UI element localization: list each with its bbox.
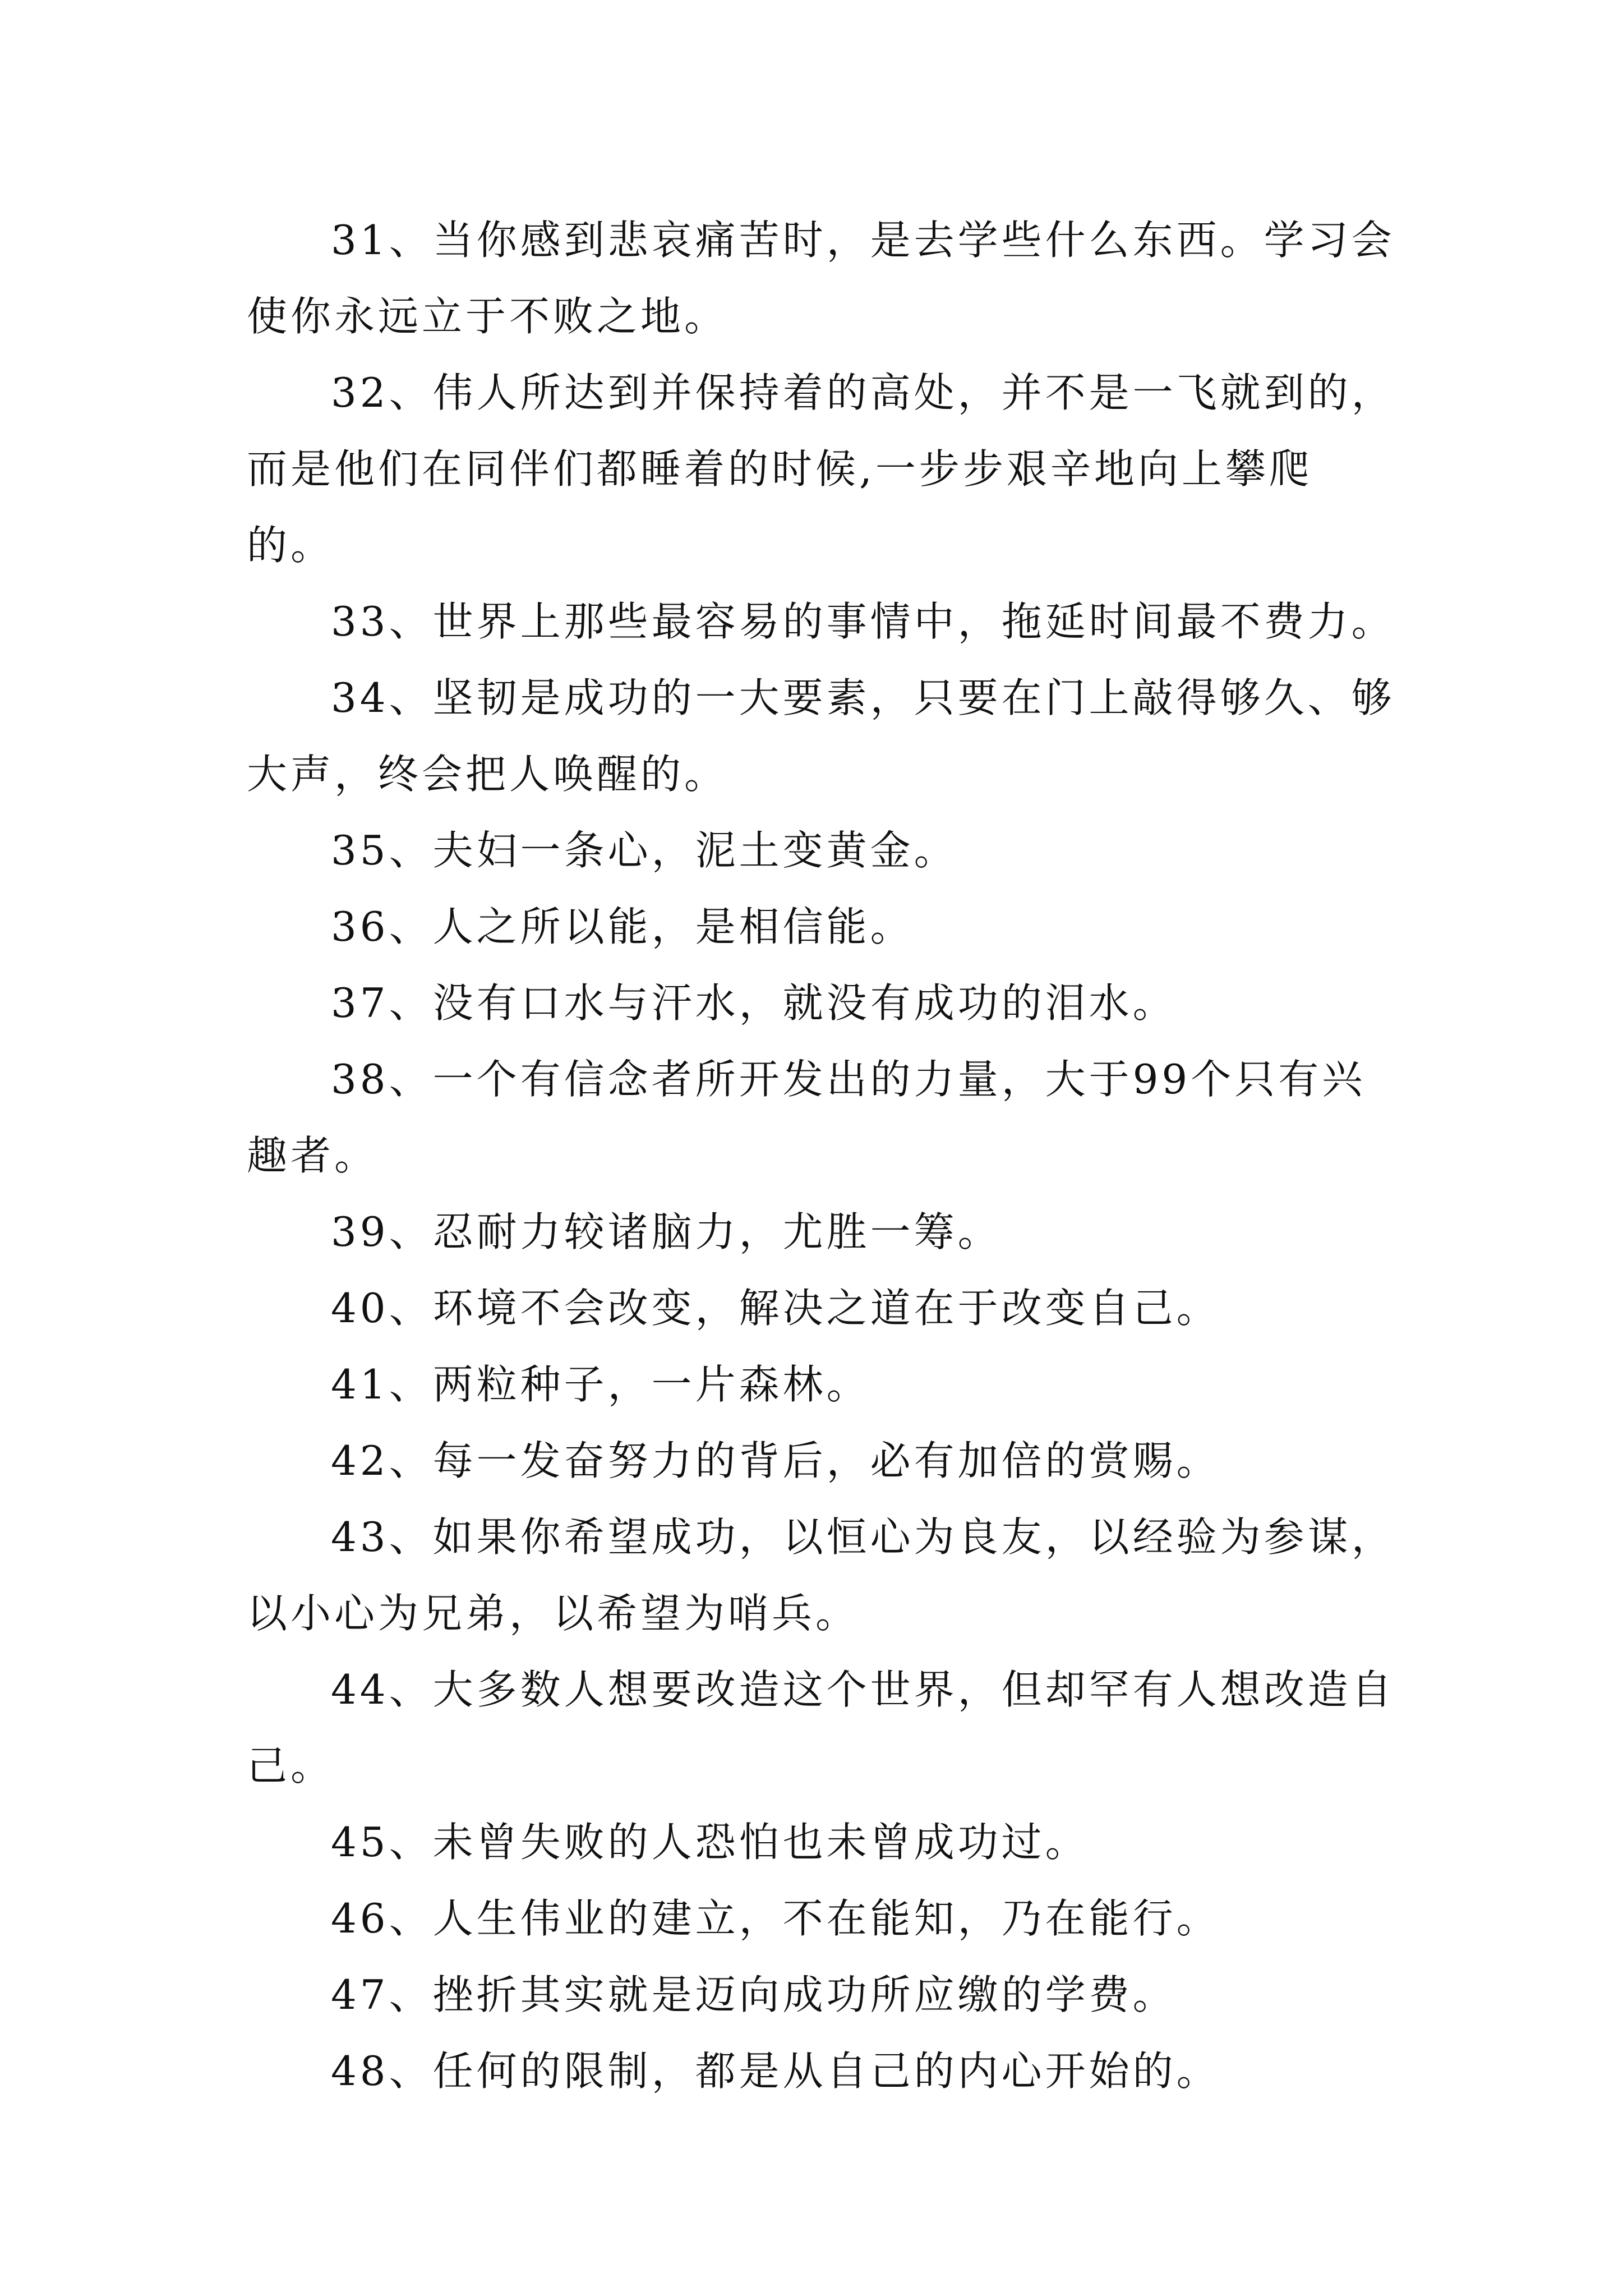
- quote-paragraph: 41、两粒种子，一片森林。: [331, 1361, 870, 1408]
- quote-paragraph: 35、夫妇一条心，泥土变黄金。: [331, 827, 958, 874]
- quote-paragraph: 33、世界上那些最容易的事情中，拖延时间最不费力。: [331, 598, 1395, 645]
- quote-paragraph: 32、伟人所达到并保持着的高处，并不是一飞就到的，而是他们在同伴们都睡着的时候,一步步艰辛地向上攀爬的。: [247, 369, 1395, 569]
- quote-paragraph: 34、坚韧是成功的一大要素，只要在门上敲得够久、够大声，终会把人唤醒的。: [247, 674, 1395, 798]
- quote-paragraph: 40、环境不会改变，解决之道在于改变自己。: [331, 1285, 1220, 1332]
- quote-paragraph: 45、未曾失败的人恐怕也未曾成功过。: [331, 1819, 1089, 1866]
- quote-paragraph: 37、没有口水与汗水，就没有成功的泪水。: [331, 979, 1177, 1027]
- quote-paragraph: 31、当你感到悲哀痛苦时，是去学些什么东西。学习会使你永远立于不败之地。: [247, 217, 1395, 340]
- quote-paragraph: 38、一个有信念者所开发出的力量，大于99个只有兴趣者。: [247, 1056, 1366, 1179]
- quote-paragraph: 36、人之所以能，是相信能。: [331, 903, 914, 950]
- document-body: [247, 202, 1396, 2109]
- quote-paragraph: 46、人生伟业的建立，不在能知，乃在能行。: [331, 1895, 1220, 1942]
- quote-paragraph: 44、大多数人想要改造这个世界，但却罕有人想改造自己。: [247, 1666, 1395, 1789]
- quote-paragraph: 47、挫折其实就是迈向成功所应缴的学费。: [331, 1971, 1177, 2018]
- quote-paragraph: 48、任何的限制，都是从自己的内心开始的。: [331, 2047, 1220, 2095]
- quote-paragraph: 39、忍耐力较诸脑力，尤胜一筹。: [331, 1208, 1002, 1255]
- quote-paragraph: 43、如果你希望成功，以恒心为良友，以经验为参谋，以小心为兄弟，以希望为哨兵。: [247, 1513, 1395, 1637]
- quote-paragraph: 42、每一发奋努力的背后，必有加倍的赏赐。: [331, 1437, 1220, 1484]
